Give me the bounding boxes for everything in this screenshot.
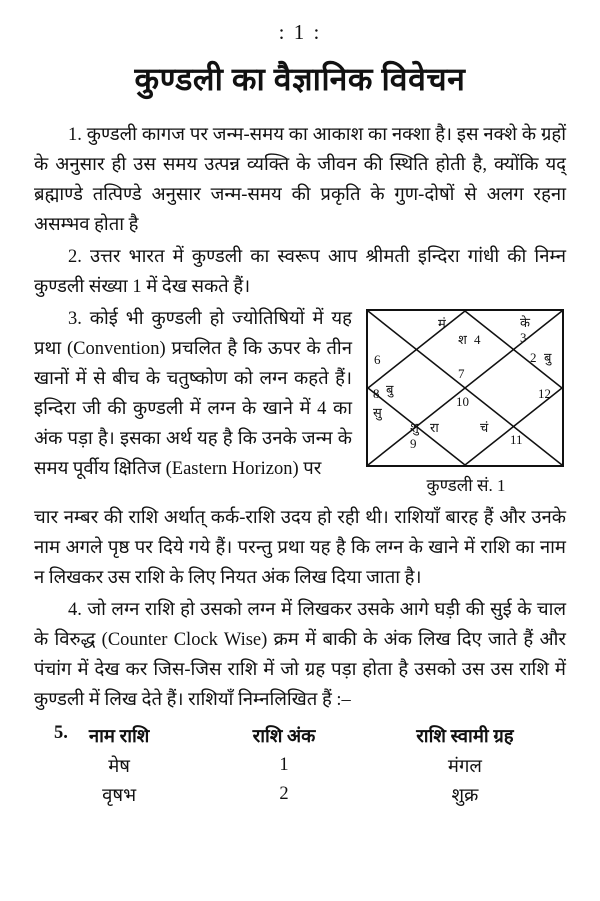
cell-bottom-number-11: 11 [510,432,523,448]
table-row [34,780,566,809]
cell-left-number-8: 8 [373,386,380,402]
kundali-chart [366,309,564,467]
paragraph-1: 1. कुण्डली कागज पर जन्म-समय का आकाश का नक्शा है। इस नक्शे के ग्रहों के अनुसार ही उस समय उत्पन्न व्यक्ति के जीवन की स्थिति होती है, क्योंकि यद् ब्रह्माण्डे तत्पिण्डे अनुसार जन्म-समय की प्रकृति के गुण-दोषों से अलग रहना असम्भव होता है [34,125,566,236]
cell-left-planet-su: सु [373,405,382,421]
table-header-name-label: नाम राशि [88,726,150,747]
table-header-lord: राशि स्वामी ग्रह [416,726,514,747]
page-number: : 1 : [278,20,322,44]
paragraph-2: 2. उत्तर भारत में कुण्डली का स्वरूप आप श्रीमती इन्दिरा गांधी की निम्न कुण्डली संख्या 1 में देख सकते हैं। [34,247,566,298]
cell-right-number-12: 12 [538,386,551,402]
cell-right-upper-number: 2 [530,350,537,366]
table-header-name [34,722,204,751]
cell-right-upper-planet: बु [544,350,552,366]
paragraph-3b: चार नम्बर की राशि अर्थात् कर्क-राशि उदय हो रही थी। राशियाँ बारह हैं और उनके नाम अगले पृष्ठ पर दिये गये हैं। परन्तु प्रथा यह है कि लग्न के खाने में राशि का नाम न लिखकर उस राशि के लिए नियत अंक लिख दिया जाता है। [34,507,566,588]
table-cell-number: 1 [279,754,289,775]
kundali-chart-figure [366,309,566,500]
table-cell-name: मेष [108,756,130,777]
document-page [0,20,600,901]
table-cell-lord: शुक्र [451,785,479,806]
cell-top-center-left-planet: मं [438,316,446,332]
page-title: कुण्डली का वैज्ञानिक विवेचन [134,61,466,97]
cell-bottom-number-9: 9 [410,436,417,452]
cell-lagna-number: 4 [474,332,481,348]
kundali-chart-caption: कुण्डली सं. 1 [426,476,506,496]
cell-bottom-planet-ra: रा [430,420,439,436]
rashi-table [34,722,566,809]
table-header-row [34,722,566,751]
cell-top-center-planet: श [458,332,467,348]
cell-center-number-10: 10 [456,394,469,410]
table-header-number: राशि अंक [252,726,316,747]
paragraph-4: 4. जो लग्न राशि हो उसको लग्न में लिखकर उसके आगे घड़ी की सुई के चाल के विरुद्ध (Counter Clock Wise) क्रम में बाकी के अंक लिख दिए जाते हैं और पंचांग में देख कर जिस-जिस राशि में जो ग्रह पड़ा होता है उसको उस उस राशि में कुण्डली में लिख देते हैं। राशियाँ निम्नलिखित हैं :– [34,599,566,710]
rashi-table-wrap [0,722,600,809]
body-text [0,121,600,715]
cell-top-left-number: 6 [374,352,381,368]
cell-left-planet-bu: बु [386,382,394,398]
table-cell-number: 2 [279,783,289,804]
table-cell-lord: मंगल [447,756,482,777]
cell-bottom-planet-shu: शु [410,420,419,436]
table-cell-name: वृषभ [102,785,137,806]
cell-bottom-planet-cha: चं [480,420,489,436]
paragraph-3a: 3. कोई भी कुण्डली हो ज्योतिषियों में यह प्रथा (Convention) प्रचलित है कि ऊपर के तीन खानों में से बीच के चतुष्कोण को लग्न कहते हैं। इन्दिरा जी की कुण्डली में लग्न के खाने में 4 का अंक पड़ा है। इसका अर्थ यह है कि उनके जन्म के समय पूर्वीय क्षितिज (Eastern Horizon) पर [34,309,352,480]
cell-top-right-number: 3 [520,330,527,346]
table-row [34,751,566,780]
list-marker-5: 5. [54,722,68,743]
cell-center-upper-number: 7 [458,366,465,382]
cell-top-right-ke: के [520,315,530,331]
